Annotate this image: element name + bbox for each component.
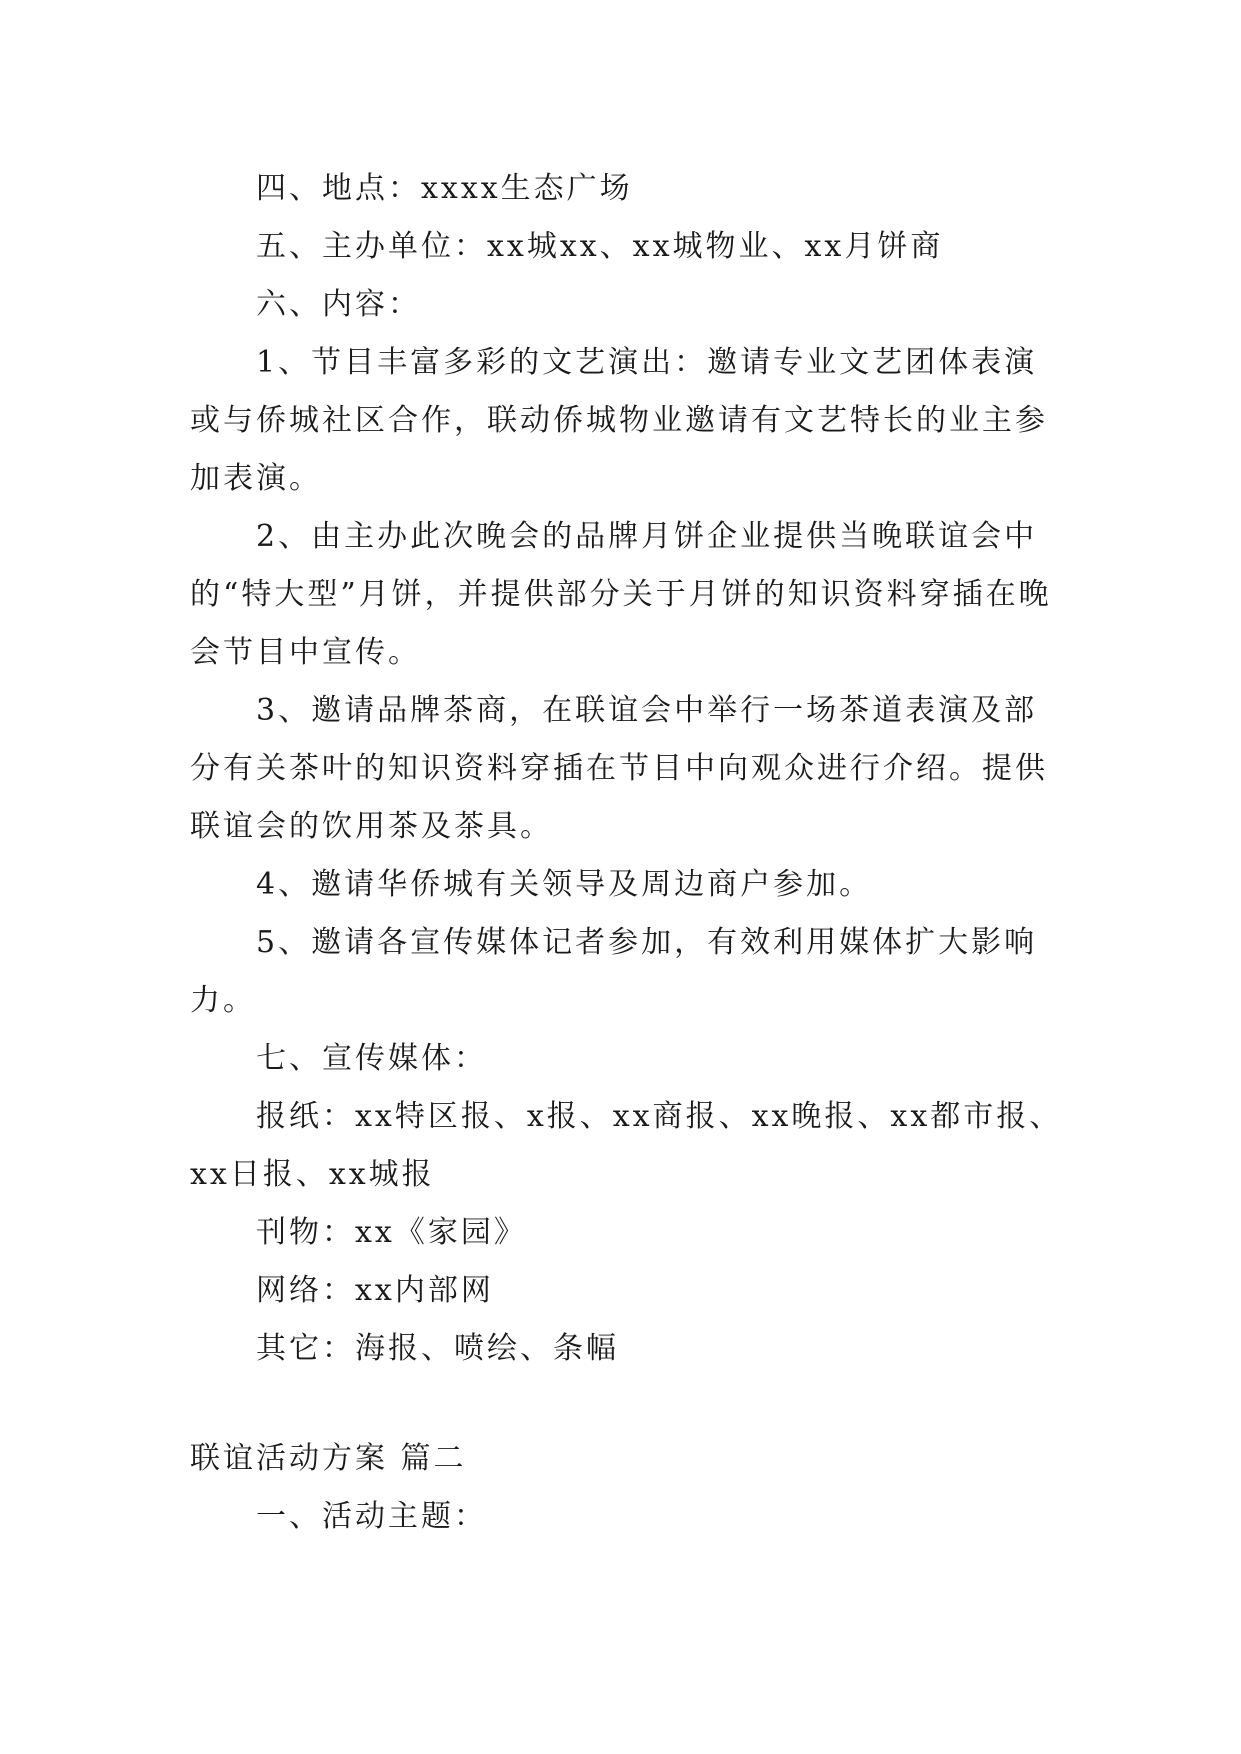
paragraph-item-2: 2、由主办此次晚会的品牌月饼企业提供当晚联谊会中的“特大型”月饼，并提供部分关于月饼的知识资料穿插在晚会节目中宣传。 [190,519,1052,670]
section-title: 联谊活动方案 篇二 [190,1441,467,1476]
paragraph-activity-theme: 一、活动主题： [256,1499,487,1534]
paragraph-network: 网络：xx内部网 [256,1273,494,1308]
paragraph-content-heading: 六、内容： [256,287,421,322]
paragraph-publications: 刊物：xx《家园》 [256,1215,527,1250]
document-page [190,160,1070,1546]
paragraph-item-1: 1、节目丰富多彩的文艺演出：邀请专业文艺团体表演或与侨城社区合作，联动侨城物业邀请有文艺特长的业主参加表演。 [190,345,1048,496]
paragraph-other: 其它：海报、喷绘、条幅 [256,1331,619,1366]
paragraph-item-4: 4、邀请华侨城有关领导及周边商户参加。 [256,867,873,902]
paragraph-item-3: 3、邀请品牌茶商，在联谊会中举行一场茶道表演及部分有关茶叶的知识资料穿插在节目中向观众进行介绍。提供联谊会的饮用茶及茶具。 [190,693,1048,844]
paragraph-location: 四、地点：xxxx生态广场 [256,171,633,206]
paragraph-item-5: 5、邀请各宣传媒体记者参加，有效利用媒体扩大影响力。 [190,925,1038,1018]
paragraph-media-heading: 七、宣传媒体： [256,1041,487,1076]
paragraph-newspapers: 报纸：xx特区报、x报、xx商报、xx晚报、xx都市报、xx日报、xx城报 [190,1099,1063,1192]
paragraph-organizer: 五、主办单位：xx城xx、xx城物业、xx月饼商 [256,229,944,264]
